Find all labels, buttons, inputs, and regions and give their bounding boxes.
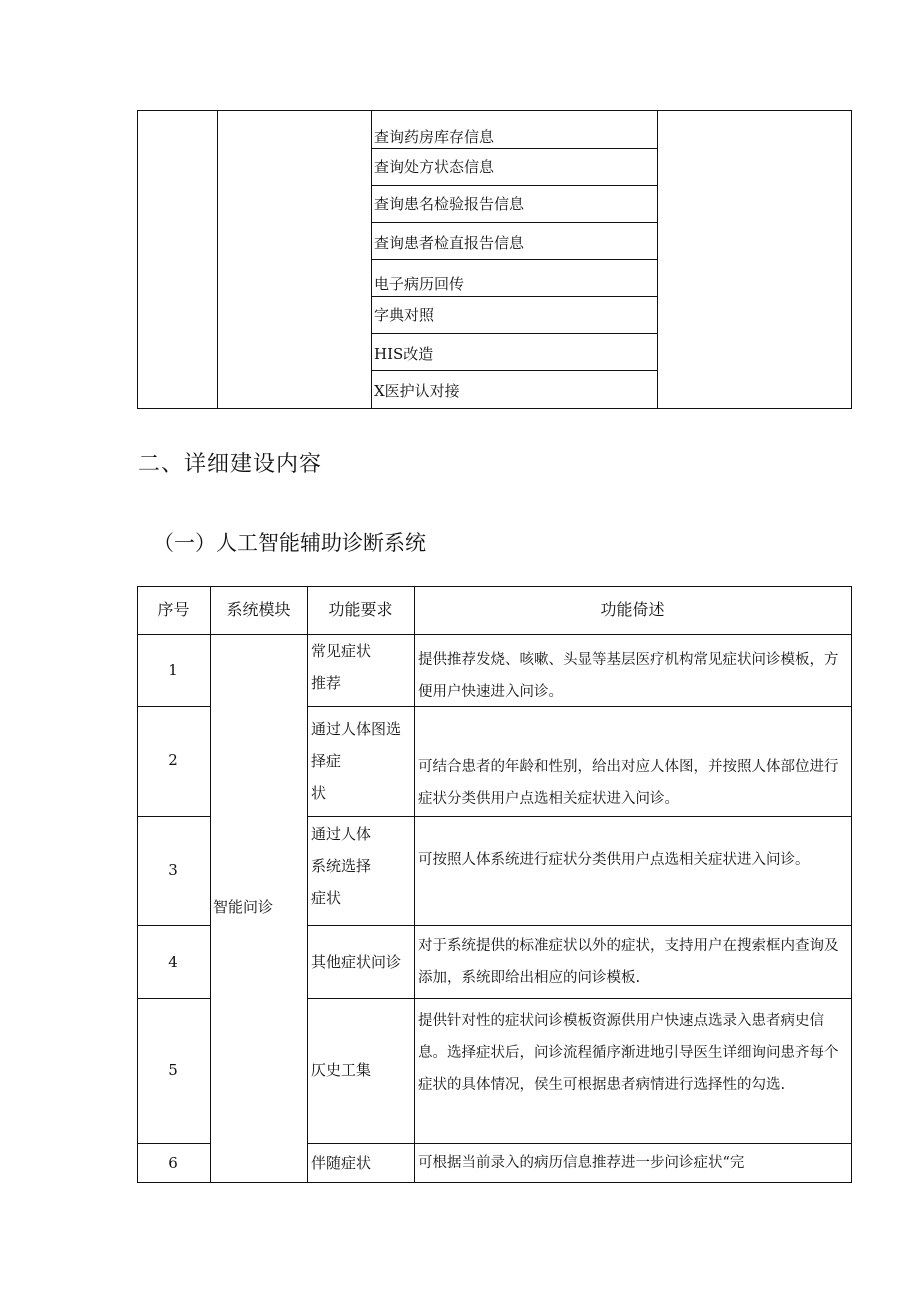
table1-row-line bbox=[371, 296, 658, 297]
requirement-line: 择症 bbox=[311, 752, 342, 770]
header-number: 序号 bbox=[157, 600, 190, 619]
row-number: 6 bbox=[168, 1154, 178, 1172]
table1-item: 字典对照 bbox=[374, 306, 435, 324]
table1-row-line bbox=[371, 222, 658, 223]
row-number: 3 bbox=[168, 861, 178, 879]
row-number: 4 bbox=[168, 953, 178, 971]
row-description: 提供针对性的症状问诊模板资源供用户快速点选录入患者病史信息。选择症状后，问诊流程循序渐进地引导医生详细询问患齐每个症状的具体情况，侯生可根据患者病情进行选择性的勾选. bbox=[418, 1013, 839, 1093]
table1-bottom-border bbox=[137, 408, 852, 409]
table2-row-line bbox=[307, 998, 852, 999]
row-description: 对于系统提供的标准症状以外的症状，支持用户在搜索框内查询及添加，系统即给出相应的问诊模板. bbox=[418, 938, 839, 986]
table2-top-border bbox=[137, 586, 852, 587]
table1-item: 查询处方状态信息 bbox=[374, 158, 495, 176]
header-description: 功能倚述 bbox=[600, 600, 665, 619]
row-description: 可按照人体系统进行症状分类供用户点选相关症状进入问诊。 bbox=[418, 852, 810, 868]
row-number: 5 bbox=[168, 1061, 178, 1079]
row-description: 可结合患者的年龄和性别，给出对应人体图，并按照人体部位进行症状分类供用户点选相关症状进入问诊。 bbox=[418, 759, 839, 807]
table1-item: 查询药房库存信息 bbox=[374, 128, 495, 146]
table1-item: 查询患者检直报告信息 bbox=[374, 234, 525, 252]
table1-item: HIS改造 bbox=[374, 345, 434, 363]
requirement-line: 通过人体图选 bbox=[311, 720, 402, 738]
requirement-line: 仄史工集 bbox=[311, 1061, 372, 1079]
table2-header-line bbox=[137, 634, 852, 635]
table2-right-border bbox=[851, 586, 852, 1183]
requirement-line: 推荐 bbox=[311, 674, 342, 692]
table2-bottom-border bbox=[137, 1182, 852, 1183]
table2-row-line bbox=[307, 1143, 852, 1144]
row-requirement bbox=[311, 713, 411, 809]
row-number: 2 bbox=[168, 751, 178, 769]
table2-row-line bbox=[137, 1143, 211, 1144]
requirement-line: 系统选择 bbox=[311, 857, 372, 875]
table1-item: 查询患名检验报告信息 bbox=[374, 195, 525, 213]
section-heading: 二、详细建设内容 bbox=[138, 452, 323, 477]
table2-col-divider-1 bbox=[210, 586, 211, 1183]
subsection-heading: （一）人工智能辅助诊断系统 bbox=[153, 531, 426, 555]
row-description: 可根据当前录入的病历信息推荐进一步问诊症状“完 bbox=[418, 1155, 745, 1171]
requirement-line: 通过人体 bbox=[311, 825, 372, 843]
requirement-line: 症状 bbox=[311, 889, 342, 907]
table2-row-line bbox=[137, 998, 211, 999]
table1-row-line bbox=[371, 259, 658, 260]
module-name: 智能问诊 bbox=[213, 898, 274, 916]
table1-row-line bbox=[371, 333, 658, 334]
table1-row-line bbox=[371, 370, 658, 371]
table1-left-border bbox=[137, 110, 138, 409]
table2-col-divider-2 bbox=[307, 586, 308, 1183]
header-requirement: 功能要求 bbox=[328, 600, 393, 619]
row-requirement bbox=[311, 635, 411, 699]
table1-right-border bbox=[851, 110, 852, 409]
row-number: 1 bbox=[168, 661, 178, 679]
requirement-line: 状 bbox=[311, 784, 327, 802]
table2-row-line bbox=[137, 706, 211, 707]
table2-col-divider-3 bbox=[414, 586, 415, 1183]
table1-col-divider-1 bbox=[217, 110, 218, 409]
table1-top-border bbox=[137, 110, 852, 111]
table1-item: 电子病历回传 bbox=[374, 275, 465, 293]
requirement-line: 其他症状问诊 bbox=[311, 953, 402, 971]
table1-item: X医护认对接 bbox=[374, 382, 460, 400]
table2-row-line bbox=[137, 925, 211, 926]
row-requirement bbox=[311, 946, 411, 978]
row-requirement bbox=[311, 1054, 411, 1086]
row-requirement bbox=[311, 818, 411, 914]
table1-row-line bbox=[371, 185, 658, 186]
table2-row-line bbox=[307, 816, 852, 817]
header-module: 系统模块 bbox=[226, 600, 291, 619]
row-description: 提供推荐发烧、咳嗽、头显等基层医疗机构常见症状问诊模板，方便用户快速进入问诊。 bbox=[418, 652, 839, 700]
requirement-line: 伴随症状 bbox=[311, 1154, 372, 1172]
table2-row-line bbox=[137, 816, 211, 817]
table1-row-line bbox=[371, 148, 658, 149]
requirement-line: 常见症状 bbox=[311, 642, 372, 660]
row-requirement bbox=[311, 1147, 411, 1179]
table2-row-line bbox=[307, 925, 852, 926]
